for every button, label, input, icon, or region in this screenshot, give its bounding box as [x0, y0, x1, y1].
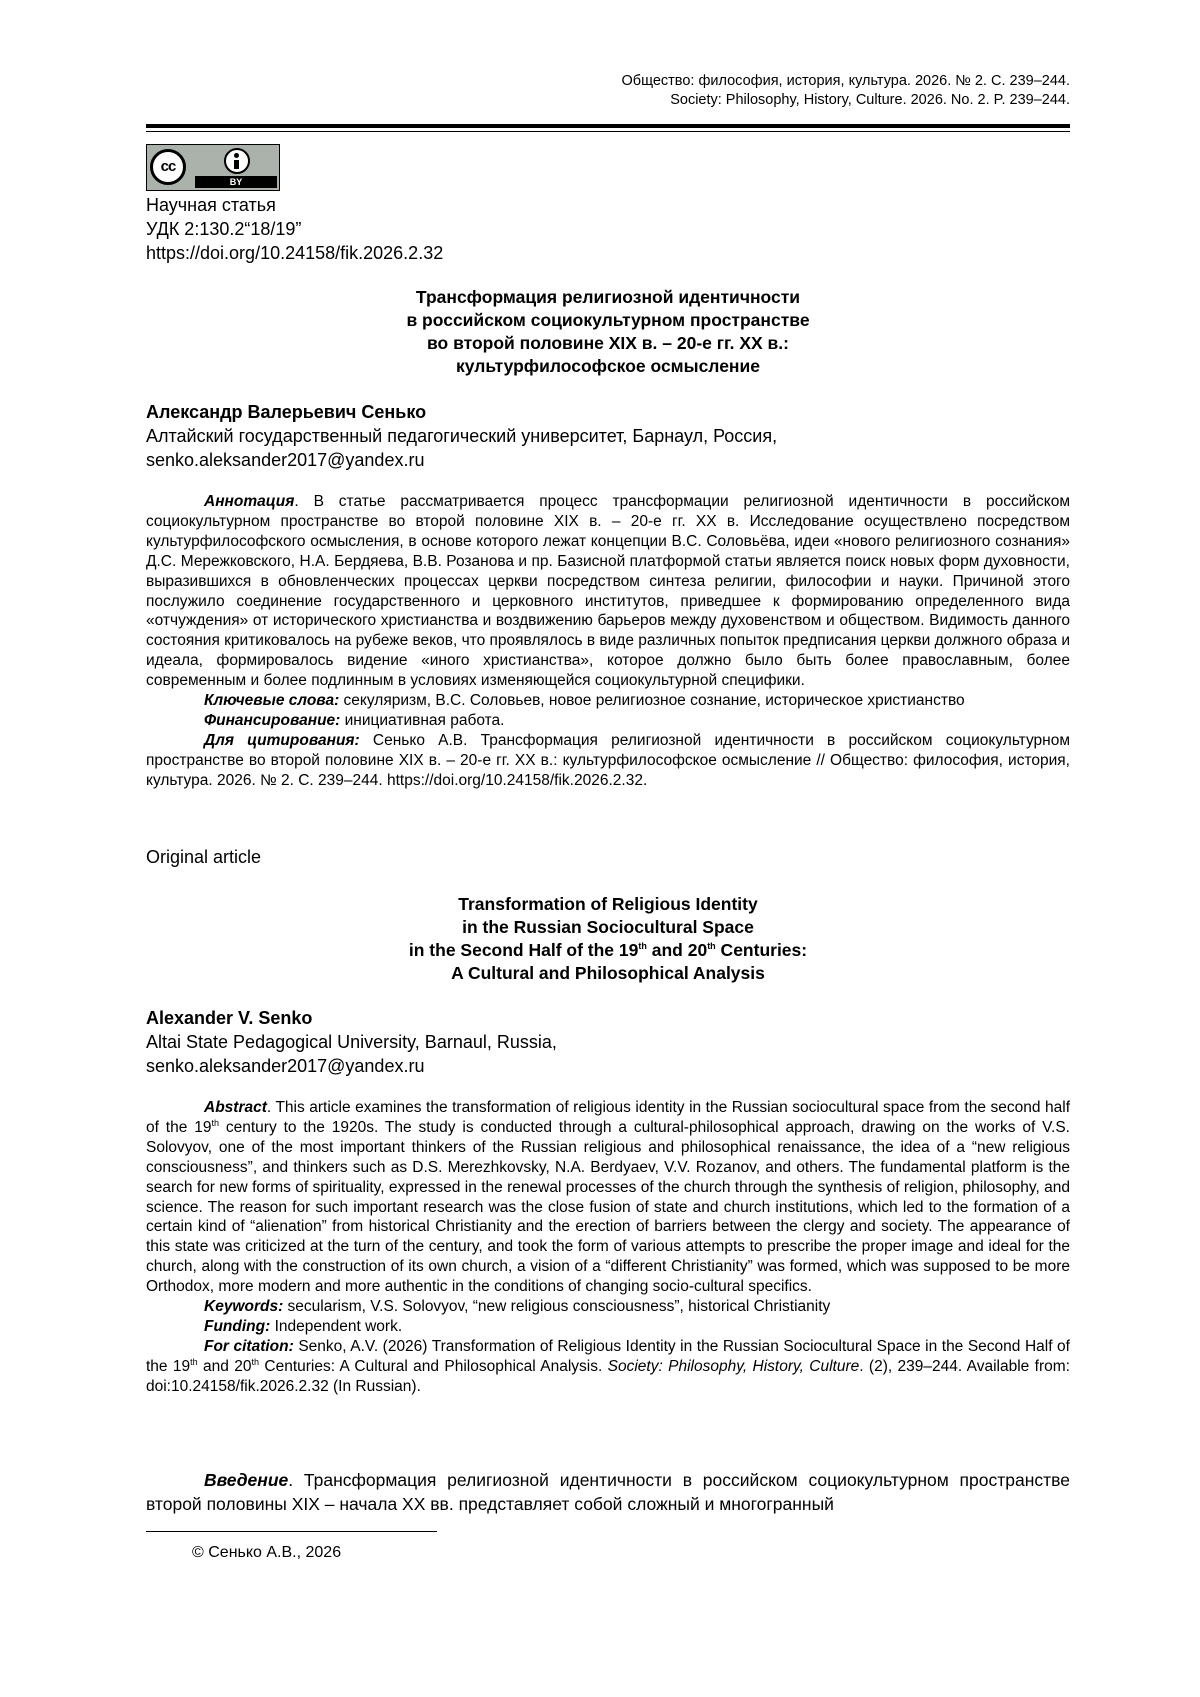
ru-email[interactable]: senko.aleksander2017@yandex.ru	[146, 450, 425, 470]
ru-title-line: в российском социокультурном пространстве	[406, 310, 810, 330]
journal-header	[622, 72, 1071, 110]
ru-title-line: культурфилософское осмысление	[456, 356, 760, 376]
en-title	[146, 893, 1070, 985]
intro-text: . Трансформация религиозной идентичности в российском социокультурном пространстве второй половины XIX – начала XX вв. представляет собой сложный и многогранный	[146, 1470, 1070, 1514]
ru-author-name: Александр Валерьевич Сенько	[146, 402, 427, 422]
ru-author-block	[146, 400, 777, 472]
journal-line-en: Society: Philosophy, History, Culture. 2026. No. 2. P. 239–244.	[670, 92, 1070, 108]
ru-abstract-text: . В статье рассматривается процесс трансформации религиозной идентичности в российском социокультурном пространстве во второй половине XIX в. – 20-е гг. XX в. Исследование осуществлено посредством культурфилософского осмысления, в основе которого лежат концепции В.С. Соловьёва, идеи «нового религиозного сознания» Д.С. Мережковского, Н.А. Бердяева, В.В. Розанова и пр. Базисной платформой статьи является поиск новых форм духовности, выразившихся в обновленческих процессах церкви посредством синтеза религии, философии и науки. Причиной этого послужило соединение государственного и церковного институтов, приведшее к формированию определенного вида «отчуждения» от исторического христианства и воздвижению барьеров между духовенством и обществом. Видимость данного состояния критиковалось на рубеже веков, что проявлялось в виде различных попыток предписания церкви должного образа и идеала, формировалось видение «иного христианства», которое должно было быть более православным, более современным и более подлинным в условиях изменяющейся социокультурной специфики.	[146, 493, 1070, 690]
creative-commons-icon: cc	[150, 149, 186, 185]
en-title-line: Transformation of Religious Identity	[458, 894, 758, 914]
intro-paragraph	[146, 1468, 1070, 1516]
ru-title-line: во второй половине XIX в. – 20-е гг. XX в.:	[427, 333, 789, 353]
intro-label: Введение	[204, 1470, 289, 1490]
en-article-type: Original article	[146, 847, 262, 867]
ru-affiliation: Алтайский государственный педагогический университет, Барнаул, Россия,	[146, 426, 778, 446]
ru-funding	[146, 711, 1070, 731]
ru-funding-label: Финансирование:	[204, 711, 341, 729]
ru-title	[146, 286, 1070, 378]
en-title-line: in the Second Half of the 19th and 20th Centuries:	[408, 940, 808, 960]
ru-abstract-block	[146, 492, 1070, 791]
ru-keywords	[146, 691, 1070, 711]
en-affiliation: Altai State Pedagogical University, Barnaul, Russia,	[146, 1032, 557, 1052]
en-email[interactable]: senko.aleksander2017@yandex.ru	[146, 1056, 425, 1076]
en-title-line: in the Russian Sociocultural Space	[462, 917, 754, 937]
ru-keywords-text: секуляризм, В.С. Соловьев, новое религиозное сознание, историческое христианство	[339, 692, 965, 710]
ru-citation-label: Для цитирования:	[204, 731, 360, 749]
en-citation: For citation: Senko, A.V. (2026) Transformation of Religious Identity in the Russian Sociocultural Space in the Second Half of the 19th and 20th Centuries: A Cultural and Philosophical Analysis. Society: Philosophy, History, Culture. (2), 239–244. Available from: doi:10.24158/fik.2026.2.32 (In Russian).	[146, 1337, 1070, 1395]
en-citation-journal: Society: Philosophy, History, Culture	[607, 1357, 860, 1375]
ru-citation	[146, 731, 1070, 791]
attribution-person-icon	[224, 148, 250, 174]
copyright-footnote: © Сенько А.В., 2026	[192, 1544, 342, 1561]
en-keywords-label: Keywords:	[204, 1298, 284, 1316]
intro-section	[146, 1468, 1070, 1516]
en-funding	[146, 1317, 1070, 1337]
ru-abstract	[146, 492, 1070, 691]
en-title-line: A Cultural and Philosophical Analysis	[451, 963, 765, 983]
ru-funding-text: инициативная работа.	[340, 711, 505, 729]
article-type: Научная статья	[146, 195, 276, 215]
header-rule-thin	[146, 131, 1070, 132]
en-keywords	[146, 1297, 1070, 1317]
en-author-name: Alexander V. Senko	[146, 1008, 313, 1028]
cc-by-license-badge	[146, 144, 280, 191]
header-rule-thick	[146, 124, 1070, 128]
en-keywords-text: secularism, V.S. Solovyov, “new religious consciousness”, historical Christianity	[283, 1298, 831, 1316]
journal-line-ru: Общество: философия, история, культура. 2026. № 2. С. 239–244.	[621, 73, 1070, 89]
en-funding-label: Funding:	[204, 1317, 271, 1335]
ru-title-line: Трансформация религиозной идентичности	[415, 287, 801, 307]
ru-citation-text: Сенько А.В. Трансформация религиозной идентичности в российском социокультурном пространстве во второй половине XIX в. – 20-е гг. XX в.: культурфилософское осмысление // Общество: философия, история, культура. 2026. № 2. С. 239–244. https://doi.org/10.24158/fik.2026.2.32.	[146, 731, 1070, 789]
ru-abstract-label: Аннотация	[204, 493, 295, 510]
en-author-block	[146, 1006, 557, 1078]
en-abstract: Abstract. This article examines the transformation of religious identity in the Russian sociocultural space from the second half of the 19th century to the 1920s. The study is conducted through a cultural-philosophical approach, drawing on the works of V.S. Solovyov, one of the most important thinkers of the Russian religious and philosophical renaissance, the idea of a “new religious consciousness”, and thinkers such as D.S. Merezhkovsky, N.A. Berdyaev, V.V. Rozanov, and others. The fundamental platform is the search for new forms of spirituality, expressed in the renewal processes of the church through the synthesis of religion, philosophy, and science. The reason for such important research was the close fusion of state and church institutions, which led to the formation of a certain kind of “alienation” from historical Christianity and the erection of barriers between the clergy and society. The appearance of this state was criticized at the turn of the century, and took the form of various attempts to prescribe the proper image and ideal for the church, along with the construction of its own church, a vision of a “different Christianity” was formed, which was supposed to be more Orthodox, more modern and more authentic in the conditions of changing socio-cultural specifics.	[146, 1099, 1070, 1296]
footnote-rule	[146, 1531, 437, 1532]
en-abstract-label: Abstract	[204, 1099, 267, 1116]
ru-keywords-label: Ключевые слова:	[204, 692, 340, 710]
article-meta	[146, 193, 443, 265]
en-citation-label: For citation:	[204, 1337, 294, 1355]
en-funding-text: Independent work.	[270, 1317, 403, 1335]
doi-link[interactable]: https://doi.org/10.24158/fik.2026.2.32	[146, 243, 444, 263]
udk-code: УДК 2:130.2“18/19”	[146, 219, 302, 239]
by-label: BY	[195, 176, 277, 188]
en-abstract-block	[146, 1098, 1070, 1397]
